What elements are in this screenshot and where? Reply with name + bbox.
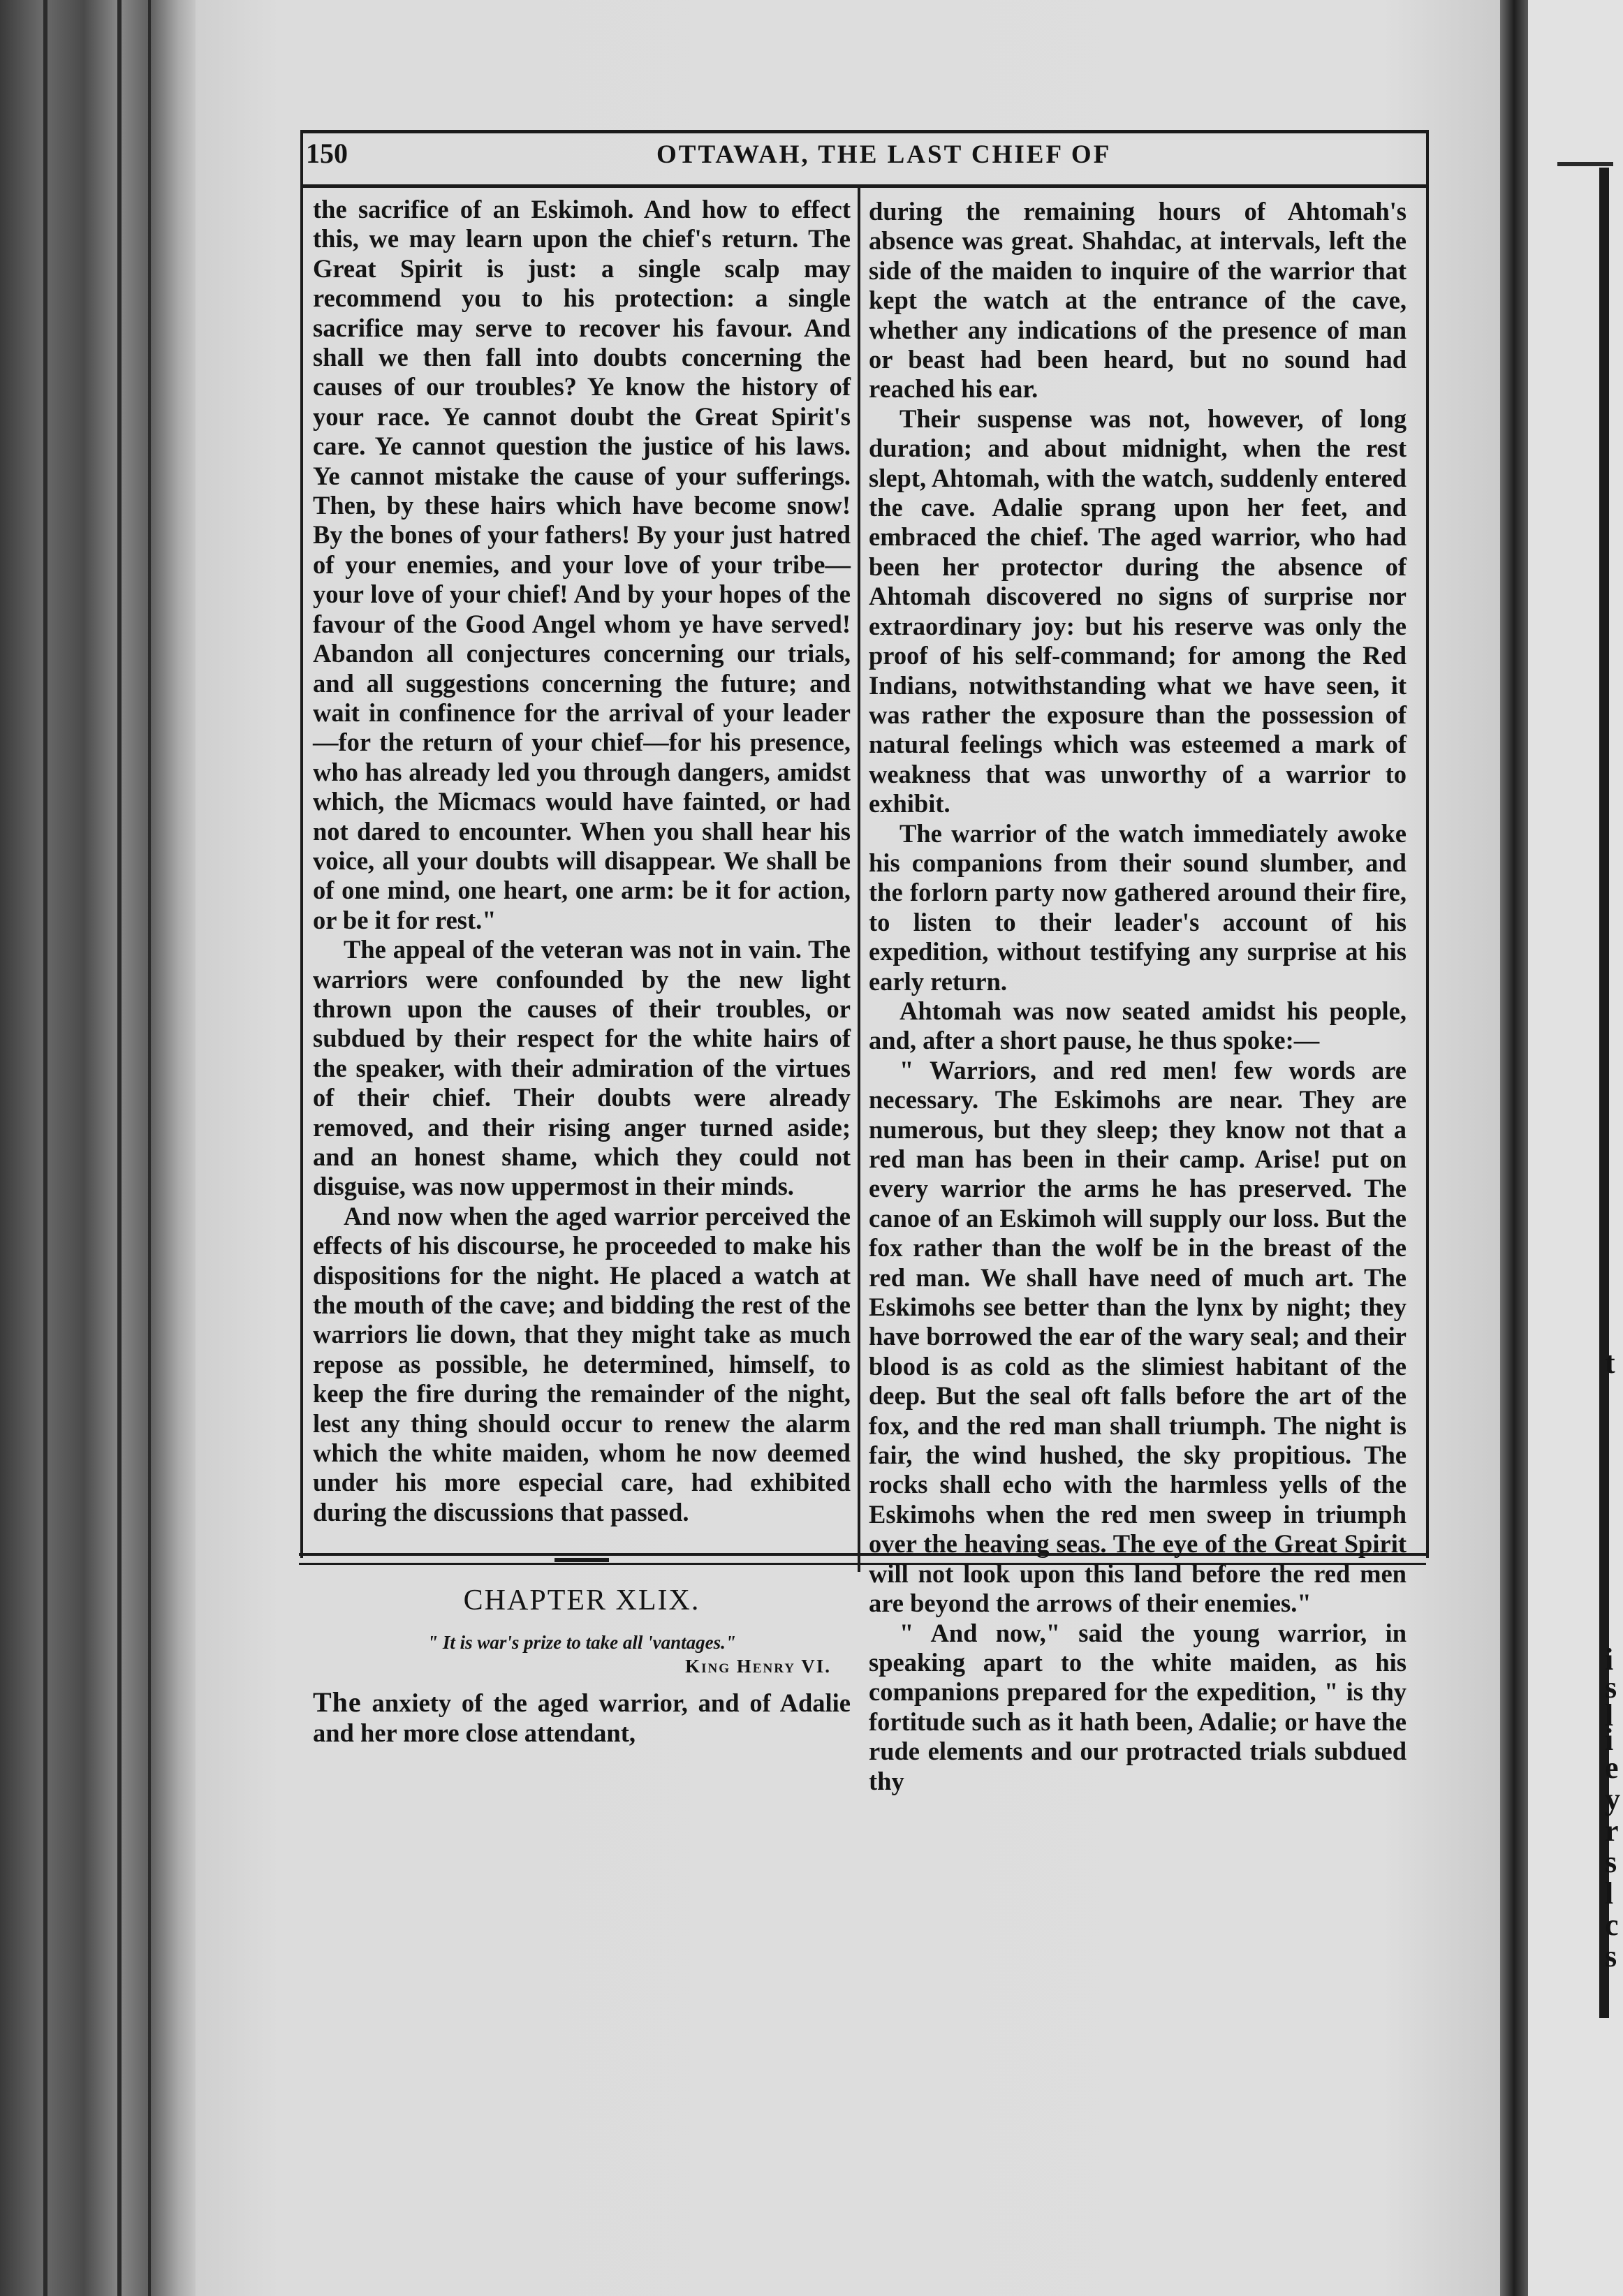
book-binding — [0, 0, 196, 2296]
next-page-letter: y — [1605, 1782, 1620, 1816]
running-head: OTTAWAH, THE LAST CHIEF OF — [656, 140, 1112, 169]
next-page-letter: r — [1605, 1813, 1619, 1848]
next-page-letter: s — [1605, 1939, 1617, 1973]
paragraph: the sacrifice of an Eskimoh. And how to effect this, we may learn upon the chief's return. The Great Spirit is just: a single scalp may recommend you to his protection: a single sacrifice may serve to recover his favour. And shall we then fall into doubts concerning the causes of our troubles? Ye know the history of your race. Ye cannot doubt the Great Spirit's care. Ye cannot question the justice of his laws. Ye cannot mistake the cause of your sufferings. Then, by these hairs which have become snow! By the bones of your fathers! By your just hatred of your enemies, and your love of your tribe—your love of your chief! And by your hopes of the favour of the Good Angel whom ye have served! Abandon all conjectures concerning our trials, and all suggestions concerning the future; and wait in confinence for the arrival of your leader—for the return of your chief—for his presence, who has already led you through dangers, amidst which, the Micmacs would have fainted, or had not dared to encounter. When you shall hear his voice, all your doubts will disappear. We shall be of one mind, one heart, one arm: be it for action, or be it for rest." — [313, 195, 851, 934]
next-page-letter: s — [1605, 1845, 1617, 1879]
chapter-opening-paragraph — [313, 1688, 851, 1748]
paragraph: " Warriors, and red men! few words are necessary. The Eskimohs are near. They are numerous, but they sleep; they know not that a red man has been in their camp. Arise! put on every warrior the arms he has preserved. The canoe of an Eskimoh will supply our loss. But the fox rather than the wolf be in the breast of the red man. We shall have need of much art. The Eskimohs see better than the lynx by night; they have borrowed the ear of the wary seal; and their blood is as cold as the slimiest habitant of the deep. But the seal oft falls before the art of the fox, and the red man shall triumph. The night is fair, the wind hushed, the sky propitious. The rocks shall echo with the harmless yells of the Eskimohs when the red men sweep in triumph over the heaving seas. The eye of the Great Spirit will not look upon this land before the red men are beyond the arrows of their enemies." — [869, 1055, 1407, 1618]
right-column — [869, 197, 1407, 1796]
next-page-letter: e — [1605, 1751, 1619, 1785]
paragraph: Their suspense was not, however, of long duration; and about midnight, when the rest slept, Ahtomah, with the watch, suddenly entered the cave. Adalie sprang upon her feet, and embraced the chief. The aged warrior, who had been her protector during the absence of Ahtomah discovered no signs of surprise nor extraordinary joy: but his reserve was only the proof of his self-command; for among the Red Indians, notwithstanding what we have seen, it was rather the exposure than the possession of natural feelings which was esteemed a mark of weakness that was unworthy of a warrior to exhibit. — [869, 404, 1407, 818]
paragraph: The warrior of the watch immediately awoke his companions from their sound slumber, and the forlorn party now gathered around their fire, to listen to their leader's account of his expedition, without testifying any surprise at his early return. — [869, 818, 1407, 996]
header-rule — [300, 184, 1426, 188]
opening-text: anxiety of the aged warrior, and of Adalie and her more close attendant, — [313, 1688, 851, 1747]
chapter-rule — [555, 1558, 609, 1562]
next-page-letter: t — [1605, 1346, 1615, 1380]
binding-line — [117, 0, 122, 2296]
binding-line — [43, 0, 47, 2296]
next-page-letter: s — [1605, 1670, 1617, 1705]
binding-line — [148, 0, 151, 2296]
epigraph-source: King Henry VI. — [685, 1656, 831, 1677]
next-page-letter: l — [1605, 1876, 1614, 1911]
paragraph: during the remaining hours of Ahtomah's absence was great. Shahdac, at intervals, left the side of the maiden to inquire of the warrior that kept the watch at the entrance of the cave, whether any indications of the presence of man or beast had been heard, but no sound had reached his ear. — [869, 197, 1407, 404]
left-column — [313, 195, 851, 1748]
column-divider — [858, 187, 860, 1572]
page-number: 150 — [306, 138, 348, 169]
next-page-letter: l — [1605, 1698, 1614, 1732]
next-page-rule — [1557, 162, 1613, 166]
paragraph: And now when the aged warrior perceived the effects of his discourse, he proceeded to make his dispositions for the night. He placed a watch at the mouth of the cave; and bidding the rest of the warriors lie down, that they might take as much repose as possible, he determined, himself, to keep the fire during the remainder of the night, lest any thing should occur to renew the alarm which the white maiden, whom he now deemed under his more especial care, had exhibited during the discussions that passed. — [313, 1201, 851, 1526]
epigraph: " It is war's prize to take all 'vantages." — [427, 1632, 736, 1654]
page-gutter — [1500, 0, 1528, 2296]
next-page-letter: i — [1605, 1723, 1614, 1757]
paragraph: Ahtomah was now seated amidst his people, and, after a short pause, he thus spoke:— — [869, 996, 1407, 1055]
opening-word: The — [313, 1686, 362, 1719]
chapter-title: CHAPTER XLIX. — [463, 1584, 700, 1617]
paragraph: " And now," said the young warrior, in speaking apart to the white maiden, as his companions prepared for the expedition, " is thy fortitude such as it hath been, Adalie; or have the rude elements and our protracted trials subdued thy — [869, 1618, 1407, 1795]
next-page-letter: i — [1605, 1642, 1614, 1677]
paragraph: The appeal of the veteran was not in vain. The warriors were confounded by the new light thrown upon the causes of their troubles, or subdued by their respect for the white hairs of the speaker, with their admiration of the virtues of their chief. Their doubts were already removed, and their rising anger turned aside; and an honest shame, which they could not disguise, was now uppermost in their minds. — [313, 935, 851, 1201]
next-page-letter: c — [1605, 1908, 1619, 1942]
